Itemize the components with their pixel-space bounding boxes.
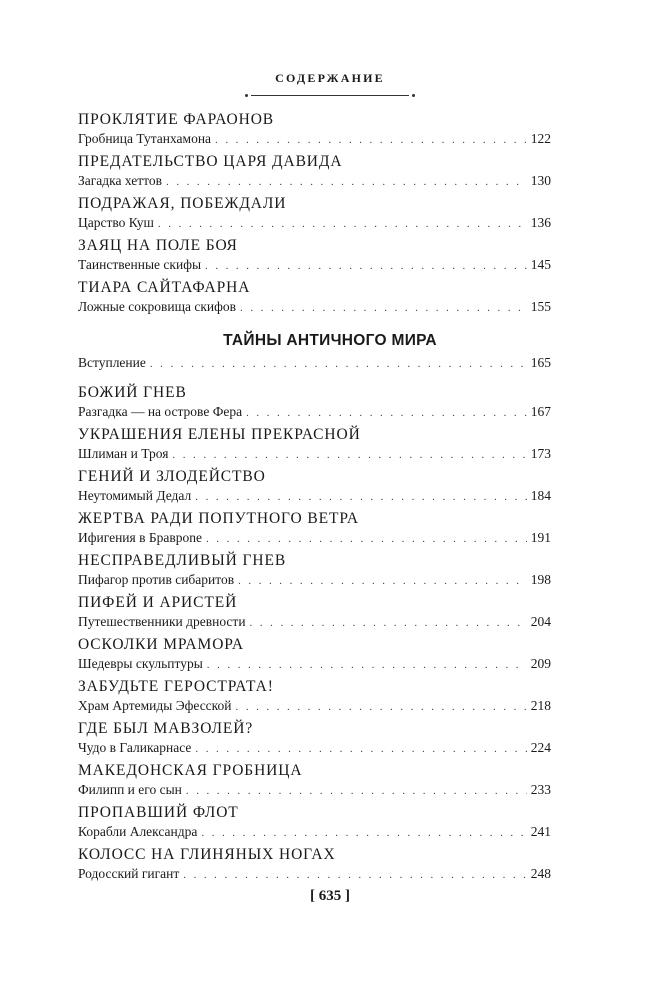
toc-entry[interactable]: [78, 110, 551, 148]
leader-dots: [250, 614, 527, 633]
toc-entry-subtitle: Храм Артемиды Эфесской: [78, 698, 232, 713]
running-head: СОДЕРЖАНИЕ: [275, 71, 385, 85]
toc-entry-subtitle: Шлиман и Троя: [78, 446, 169, 461]
toc-entry-subtitle: Родосский гигант: [78, 866, 180, 881]
toc-entry[interactable]: [78, 593, 551, 631]
leader-dots: [166, 173, 527, 192]
toc-entry[interactable]: [78, 845, 551, 883]
toc-entry-subtitle: Пифагор против сибаритов: [78, 572, 235, 587]
toc-entry-title: ПРОКЛЯТИЕ ФАРАОНОВ: [78, 111, 275, 128]
toc-intro-label: Вступление: [78, 355, 146, 370]
toc-entry-page: 167: [530, 404, 551, 419]
toc-entry[interactable]: [78, 635, 551, 673]
toc-entry-subtitle: Ложные сокровища скифов: [78, 299, 237, 314]
toc-entry-page: 130: [530, 173, 551, 188]
toc-entry-page: 241: [530, 824, 551, 839]
toc-entry-title: ПОДРАЖАЯ, ПОБЕЖДАЛИ: [78, 195, 287, 212]
toc-entry[interactable]: [78, 761, 551, 799]
toc-entry[interactable]: [78, 467, 551, 505]
toc-entry-subtitle: Филипп и его сын: [78, 782, 182, 797]
leader-dots: [195, 488, 526, 507]
toc-entry-subtitle: Таинственные скифы: [78, 257, 202, 272]
toc-entry[interactable]: [78, 551, 551, 589]
toc-entry-title: ТИАРА САЙТАФАРНА: [78, 279, 251, 296]
toc-entry-title: ЖЕРТВА РАДИ ПОПУТНОГО ВЕТРА: [78, 510, 359, 527]
toc-entry-subtitle: Разгадка — на острове Фера: [78, 404, 243, 419]
leader-dots: [215, 131, 527, 150]
toc-entry[interactable]: [78, 803, 551, 841]
toc-entry-page: 145: [530, 257, 551, 272]
toc-entry[interactable]: [78, 425, 551, 463]
toc-entry[interactable]: [78, 677, 551, 715]
leader-dots: [205, 257, 527, 276]
leader-dots: [150, 355, 527, 374]
section-title: ТАЙНЫ АНТИЧНОГО МИРА: [223, 332, 437, 349]
toc-entry-subtitle: Шедевры скульптуры: [78, 656, 203, 671]
leader-dots: [246, 404, 527, 423]
leader-dots: [183, 866, 526, 885]
leader-dots: [240, 299, 527, 318]
toc-entry[interactable]: [78, 152, 551, 190]
toc-entry-subtitle: Царство Куш: [78, 215, 154, 230]
toc-entry-page: 224: [530, 740, 551, 755]
toc-entry[interactable]: [78, 194, 551, 232]
toc-entry-subtitle: Чудо в Галикарнасе: [78, 740, 192, 755]
toc-entry-page: 218: [530, 698, 551, 713]
leader-dots: [236, 698, 527, 717]
toc-entry-title: ПРЕДАТЕЛЬСТВО ЦАРЯ ДАВИДА: [78, 153, 343, 170]
toc-intro-page: 165: [530, 355, 551, 370]
leader-dots: [186, 782, 527, 801]
page-number: [ 635 ]: [310, 888, 350, 904]
toc-entry-page: 173: [530, 446, 551, 461]
toc-intro-entry[interactable]: [78, 353, 551, 372]
toc-entry-subtitle: Неутомимый Дедал: [78, 488, 192, 503]
toc-entry-page: 248: [530, 866, 551, 881]
leader-dots: [206, 530, 527, 549]
toc-entry-title: ПРОПАВШИЙ ФЛОТ: [78, 804, 239, 821]
toc-entry-title: ЗАБУДЬТЕ ГЕРОСТРАТА!: [78, 678, 274, 695]
leader-dots: [158, 215, 527, 234]
toc-entry-title: УКРАШЕНИЯ ЕЛЕНЫ ПРЕКРАСНОЙ: [78, 426, 361, 443]
toc-entry-title: КОЛОСС НА ГЛИНЯНЫХ НОГАХ: [78, 846, 336, 863]
toc-entry-subtitle: Загадка хеттов: [78, 173, 163, 188]
toc-entry-subtitle: Путешественники древности: [78, 614, 246, 629]
header-rule: [251, 95, 409, 96]
toc-entry[interactable]: [78, 278, 551, 316]
toc-entry-subtitle: Ифигения в Браврone: [78, 530, 202, 545]
toc-entry-page: 136: [530, 215, 551, 230]
toc-entry-page: 122: [530, 131, 551, 146]
leader-dots: [172, 446, 526, 465]
toc-entry-page: 209: [530, 656, 551, 671]
toc-entry-page: 198: [530, 572, 551, 587]
toc-entry-subtitle: Корабли Александра: [78, 824, 198, 839]
toc-entry-title: ОСКОЛКИ МРАМОРА: [78, 636, 244, 653]
toc-entry-page: 184: [530, 488, 551, 503]
toc-entry[interactable]: [78, 719, 551, 757]
toc-entry-title: ПИФЕЙ И АРИСТЕЙ: [78, 594, 238, 611]
toc-entry-title: ГЕНИЙ И ЗЛОДЕЙСТВО: [78, 468, 266, 485]
toc-entry-page: 233: [530, 782, 551, 797]
toc-entry-page: 191: [530, 530, 551, 545]
toc-entry[interactable]: [78, 383, 551, 421]
leader-dots: [201, 824, 526, 843]
toc-entry-title: БОЖИЙ ГНЕВ: [78, 384, 187, 401]
toc-entry[interactable]: [78, 236, 551, 274]
leader-dots: [195, 740, 526, 759]
leader-dots: [238, 572, 527, 591]
toc-entry-page: 204: [530, 614, 551, 629]
toc-entry-page: 155: [530, 299, 551, 314]
toc-entry-title: МАКЕДОНСКАЯ ГРОБНИЦА: [78, 762, 303, 779]
toc-entry-title: НЕСПРАВЕДЛИВЫЙ ГНЕВ: [78, 552, 287, 569]
toc-entry-subtitle: Гробница Тутанхамона: [78, 131, 212, 146]
toc-entry[interactable]: [78, 509, 551, 547]
toc-entry-title: ЗАЯЦ НА ПОЛЕ БОЯ: [78, 237, 238, 254]
toc-entry-title: ГДЕ БЫЛ МАВЗОЛЕЙ?: [78, 720, 254, 737]
leader-dots: [207, 656, 527, 675]
